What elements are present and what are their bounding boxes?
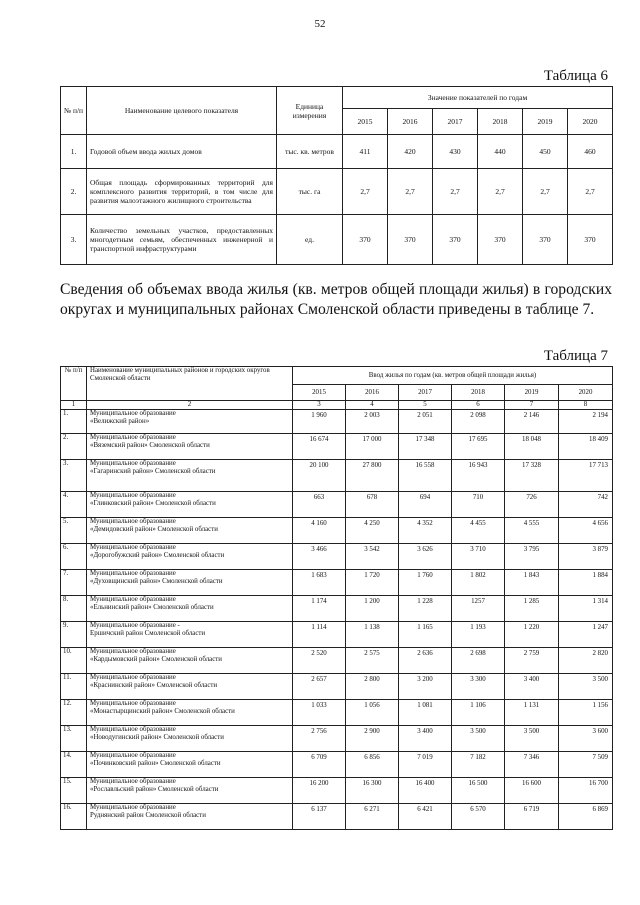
t7-year: 2015 bbox=[293, 385, 346, 401]
t6-cell: 440 bbox=[478, 135, 523, 169]
table-row bbox=[61, 674, 613, 700]
t7-cell: 1257 bbox=[452, 596, 505, 622]
t7-cell: 1 285 bbox=[505, 596, 559, 622]
t7-cell: 3 400 bbox=[399, 726, 452, 752]
t7-cell: 16 600 bbox=[505, 778, 559, 804]
t7-cell: 1 802 bbox=[452, 570, 505, 596]
t7-cell: 4 250 bbox=[346, 518, 399, 544]
t6-year: 2015 bbox=[343, 109, 388, 135]
t7-cell: 16 500 bbox=[452, 778, 505, 804]
t7-row-name bbox=[87, 674, 293, 700]
t7-cell: 1 114 bbox=[293, 622, 346, 648]
t6-cell: 2,7 bbox=[388, 169, 433, 215]
t7-cell: 1 843 bbox=[505, 570, 559, 596]
t6-header-unit: Единица измерения bbox=[277, 87, 343, 135]
t7-row-name-line2: «Кардымовский район» Смоленской области bbox=[90, 656, 222, 663]
table-6 bbox=[60, 86, 613, 265]
t7-year: 2016 bbox=[346, 385, 399, 401]
t7-cell: 1 174 bbox=[293, 596, 346, 622]
t7-cell: 6 869 bbox=[559, 804, 613, 830]
t7-row-name bbox=[87, 648, 293, 674]
table-row bbox=[61, 410, 613, 434]
table-row bbox=[61, 778, 613, 804]
t7-row-name bbox=[87, 410, 293, 434]
t7-cell: 6 271 bbox=[346, 804, 399, 830]
t7-header-group: Ввод жилья по годам (кв. метров общей площади жилья) bbox=[293, 367, 613, 385]
table-row bbox=[61, 434, 613, 460]
t7-cell: 3 879 bbox=[559, 544, 613, 570]
t7-row-num: 13. bbox=[61, 726, 87, 752]
t7-cell: 3 300 bbox=[452, 674, 505, 700]
t7-row-name bbox=[87, 622, 293, 648]
t7-row-name bbox=[87, 804, 293, 830]
t7-year: 2017 bbox=[399, 385, 452, 401]
t7-cell: 2 657 bbox=[293, 674, 346, 700]
t7-cell: 2 698 bbox=[452, 648, 505, 674]
t7-cell: 6 570 bbox=[452, 804, 505, 830]
t7-cell: 2 003 bbox=[346, 410, 399, 434]
t6-row-name: Количество земельных участков, предоставленных многодетным семьям, обеспеченных инженерной и транспортной инфраструктурами bbox=[87, 215, 277, 265]
t7-cell: 17 713 bbox=[559, 460, 613, 492]
t7-row-num: 8. bbox=[61, 596, 87, 622]
t7-cell: 7 182 bbox=[452, 752, 505, 778]
t7-row-name-line1: Муниципальное образование bbox=[90, 752, 176, 759]
t7-cell: 16 300 bbox=[346, 778, 399, 804]
t7-row-num: 2. bbox=[61, 434, 87, 460]
t6-cell: 2,7 bbox=[343, 169, 388, 215]
t7-cell: 1 884 bbox=[559, 570, 613, 596]
table-row bbox=[61, 700, 613, 726]
t6-cell: 2,7 bbox=[478, 169, 523, 215]
t7-row-name bbox=[87, 752, 293, 778]
t6-year: 2020 bbox=[568, 109, 613, 135]
t7-cell: 20 100 bbox=[293, 460, 346, 492]
t7-row-name-line2: «Вяземский район» Смоленской области bbox=[90, 442, 210, 449]
t7-row-name-line2: «Глинковский район» Смоленской области bbox=[90, 500, 216, 507]
t7-row-num: 10. bbox=[61, 648, 87, 674]
t7-cell: 3 795 bbox=[505, 544, 559, 570]
t7-cell: 1 165 bbox=[399, 622, 452, 648]
t7-row-num: 12. bbox=[61, 700, 87, 726]
t6-cell: 450 bbox=[523, 135, 568, 169]
t7-cell: 3 500 bbox=[559, 674, 613, 700]
t7-row-name-line2: «Новодугинский район» Смоленской области bbox=[90, 734, 224, 741]
t7-cell: 2 820 bbox=[559, 648, 613, 674]
t6-row-unit: ед. bbox=[277, 215, 343, 265]
t7-cell: 7 509 bbox=[559, 752, 613, 778]
t7-row-name-line2: «Демидовский район» Смоленской области bbox=[90, 526, 218, 533]
t7-cell: 3 200 bbox=[399, 674, 452, 700]
t7-row-name-line2: «Гагаринский район» Смоленской области bbox=[90, 468, 216, 475]
t6-cell: 370 bbox=[388, 215, 433, 265]
t7-row-name bbox=[87, 460, 293, 492]
t7-cell: 726 bbox=[505, 492, 559, 518]
t6-cell: 370 bbox=[343, 215, 388, 265]
t7-cell: 18 409 bbox=[559, 434, 613, 460]
t7-cell: 7 346 bbox=[505, 752, 559, 778]
t7-row-num: 5. bbox=[61, 518, 87, 544]
t6-row-name: Общая площадь сформированных территорий для комплексного развития территорий, в том числе для развития малоэтажного жилищного строительства bbox=[87, 169, 277, 215]
t7-cell: 1 760 bbox=[399, 570, 452, 596]
t6-year: 2016 bbox=[388, 109, 433, 135]
t7-cell: 1 156 bbox=[559, 700, 613, 726]
t7-row-name-line1: Муниципальное образование bbox=[90, 648, 176, 655]
t7-cell: 6 137 bbox=[293, 804, 346, 830]
t7-cell: 6 856 bbox=[346, 752, 399, 778]
table-row bbox=[61, 544, 613, 570]
t7-cell: 16 558 bbox=[399, 460, 452, 492]
paragraph: Сведения об объемах ввода жилья (кв. метров общей площади жилья) в городских округах и муниципальных районах Смоленской области приведены в таблице 7. bbox=[60, 281, 612, 318]
page-number: 52 bbox=[314, 18, 326, 30]
t7-row-num: 4. bbox=[61, 492, 87, 518]
t7-row-name-line1: Муниципальное образование bbox=[90, 544, 176, 551]
t7-row-name-line1: Муниципальное образование bbox=[90, 518, 176, 525]
table-row bbox=[61, 460, 613, 492]
t6-cell: 370 bbox=[568, 215, 613, 265]
t7-cell: 1 138 bbox=[346, 622, 399, 648]
t6-cell: 2,7 bbox=[568, 169, 613, 215]
t7-row-name-line1: Муниципальное образование bbox=[90, 674, 176, 681]
t7-row-name-line1: Муниципальное образование bbox=[90, 492, 176, 499]
table-row bbox=[61, 726, 613, 752]
t7-cell: 1 220 bbox=[505, 622, 559, 648]
t7-row-name bbox=[87, 544, 293, 570]
t7-row-num: 7. bbox=[61, 570, 87, 596]
t6-cell: 411 bbox=[343, 135, 388, 169]
t7-cell: 2 756 bbox=[293, 726, 346, 752]
t7-row-name bbox=[87, 778, 293, 804]
t7-header-num: № п/п bbox=[61, 367, 87, 401]
t7-cell: 1 960 bbox=[293, 410, 346, 434]
t7-cell: 663 bbox=[293, 492, 346, 518]
t6-row-unit: тыс. кв. метров bbox=[277, 135, 343, 169]
t7-col-number: 6 bbox=[452, 401, 505, 410]
t7-cell: 4 352 bbox=[399, 518, 452, 544]
t6-row-num: 2. bbox=[61, 169, 87, 215]
t7-cell: 3 600 bbox=[559, 726, 613, 752]
t7-cell: 3 500 bbox=[505, 726, 559, 752]
t7-row-name bbox=[87, 726, 293, 752]
t7-cell: 1 314 bbox=[559, 596, 613, 622]
t7-cell: 4 656 bbox=[559, 518, 613, 544]
t7-cell: 16 674 bbox=[293, 434, 346, 460]
table-row bbox=[61, 518, 613, 544]
t7-cell: 6 421 bbox=[399, 804, 452, 830]
t7-row-name-line1: Муниципальное образование bbox=[90, 726, 176, 733]
t7-cell: 3 542 bbox=[346, 544, 399, 570]
table-row bbox=[61, 492, 613, 518]
t7-row-name-line1: Муниципальное образование bbox=[90, 804, 176, 811]
t7-row-name-line2: «Краснинский район» Смоленской области bbox=[90, 682, 218, 689]
table-row bbox=[61, 622, 613, 648]
t7-cell: 6 719 bbox=[505, 804, 559, 830]
table-row bbox=[61, 169, 613, 215]
t7-row-name-line1: Муниципальное образование bbox=[90, 778, 176, 785]
t7-cell: 2 759 bbox=[505, 648, 559, 674]
t7-cell: 694 bbox=[399, 492, 452, 518]
t7-cell: 7 019 bbox=[399, 752, 452, 778]
t6-row-num: 1. bbox=[61, 135, 87, 169]
t7-row-num: 9. bbox=[61, 622, 87, 648]
t7-year: 2018 bbox=[452, 385, 505, 401]
t7-row-name-line2: Ершичский район Смоленской области bbox=[90, 630, 206, 637]
t7-row-name bbox=[87, 700, 293, 726]
t6-row-num: 3. bbox=[61, 215, 87, 265]
t7-cell: 1 056 bbox=[346, 700, 399, 726]
t7-cell: 2 051 bbox=[399, 410, 452, 434]
t7-row-name-line1: Муниципальное образование bbox=[90, 700, 176, 707]
t6-cell: 370 bbox=[433, 215, 478, 265]
t6-header-name: Наименование целевого показателя bbox=[87, 87, 277, 135]
table-row bbox=[61, 804, 613, 830]
t7-cell: 2 800 bbox=[346, 674, 399, 700]
t6-cell: 2,7 bbox=[433, 169, 478, 215]
t7-cell: 16 200 bbox=[293, 778, 346, 804]
t7-row-name-line1: Муниципальное образование bbox=[90, 434, 176, 441]
t7-cell: 1 033 bbox=[293, 700, 346, 726]
t7-row-num: 16. bbox=[61, 804, 87, 830]
t7-cell: 18 048 bbox=[505, 434, 559, 460]
t7-col-number: 5 bbox=[399, 401, 452, 410]
t7-cell: 1 200 bbox=[346, 596, 399, 622]
t7-row-name-line2: «Починковский район» Смоленской области bbox=[90, 760, 221, 767]
t7-cell: 17 000 bbox=[346, 434, 399, 460]
t6-year: 2019 bbox=[523, 109, 568, 135]
table7-caption: Таблица 7 bbox=[543, 348, 608, 364]
t7-year: 2020 bbox=[559, 385, 613, 401]
t7-cell: 4 555 bbox=[505, 518, 559, 544]
t6-cell: 370 bbox=[478, 215, 523, 265]
t6-cell: 460 bbox=[568, 135, 613, 169]
t7-cell: 17 695 bbox=[452, 434, 505, 460]
table-row bbox=[61, 596, 613, 622]
t7-cell: 2 146 bbox=[505, 410, 559, 434]
t7-cell: 1 683 bbox=[293, 570, 346, 596]
t7-cell: 1 228 bbox=[399, 596, 452, 622]
t7-year: 2019 bbox=[505, 385, 559, 401]
t7-col-number: 4 bbox=[346, 401, 399, 410]
t7-row-name-line1: Муниципальное образование bbox=[90, 410, 176, 417]
t7-col-number: 2 bbox=[87, 401, 293, 410]
t7-row-name-line2: «Велижский район» bbox=[90, 418, 150, 425]
table-row bbox=[61, 752, 613, 778]
t7-cell: 2 520 bbox=[293, 648, 346, 674]
t7-cell: 1 247 bbox=[559, 622, 613, 648]
t7-cell: 4 160 bbox=[293, 518, 346, 544]
t7-row-num: 15. bbox=[61, 778, 87, 804]
t7-cell: 742 bbox=[559, 492, 613, 518]
t6-row-name: Годовой объем ввода жилых домов bbox=[87, 135, 277, 169]
t7-col-number: 1 bbox=[61, 401, 87, 410]
t7-cell: 1 081 bbox=[399, 700, 452, 726]
t7-row-name-line2: Руднянский район Смоленской области bbox=[90, 812, 206, 819]
t7-row-name bbox=[87, 570, 293, 596]
t7-row-name-line1: Муниципальное образование bbox=[90, 570, 176, 577]
table-row bbox=[61, 135, 613, 169]
t7-cell: 3 500 bbox=[452, 726, 505, 752]
t7-cell: 1 106 bbox=[452, 700, 505, 726]
t7-row-name bbox=[87, 518, 293, 544]
t7-cell: 17 348 bbox=[399, 434, 452, 460]
table-7 bbox=[60, 366, 613, 830]
t7-row-name-line1: Муниципальное образование - bbox=[90, 622, 180, 629]
t7-row-name-line2: «Духовщинский район» Смоленской области bbox=[90, 578, 223, 585]
t7-cell: 4 455 bbox=[452, 518, 505, 544]
table6-caption: Таблица 6 bbox=[543, 68, 608, 84]
t6-cell: 420 bbox=[388, 135, 433, 169]
t7-cell: 678 bbox=[346, 492, 399, 518]
table-row bbox=[61, 215, 613, 265]
t6-header-group: Значение показателей по годам bbox=[343, 87, 613, 109]
t7-cell: 3 466 bbox=[293, 544, 346, 570]
t6-year: 2017 bbox=[433, 109, 478, 135]
t7-row-num: 1. bbox=[61, 410, 87, 434]
t7-row-num: 14. bbox=[61, 752, 87, 778]
t7-cell: 2 098 bbox=[452, 410, 505, 434]
t7-cell: 1 720 bbox=[346, 570, 399, 596]
t6-cell: 2,7 bbox=[523, 169, 568, 215]
t7-cell: 27 800 bbox=[346, 460, 399, 492]
t7-col-number: 3 bbox=[293, 401, 346, 410]
t6-row-unit: тыс. га bbox=[277, 169, 343, 215]
t7-row-name-line2: «Рославльский район» Смоленской области bbox=[90, 786, 219, 793]
t7-row-num: 3. bbox=[61, 460, 87, 492]
t7-row-name bbox=[87, 492, 293, 518]
t7-row-name bbox=[87, 434, 293, 460]
t7-row-name-line2: «Ельнинский район» Смоленской области bbox=[90, 604, 214, 611]
t7-row-name-line2: «Монастырщинский район» Смоленской области bbox=[90, 708, 235, 715]
t7-row-name-line2: «Дорогобужский район» Смоленской области bbox=[90, 552, 225, 559]
t7-cell: 710 bbox=[452, 492, 505, 518]
t7-cell: 2 575 bbox=[346, 648, 399, 674]
t7-col-number: 7 bbox=[505, 401, 559, 410]
t7-cell: 1 193 bbox=[452, 622, 505, 648]
t6-cell: 430 bbox=[433, 135, 478, 169]
t7-row-name bbox=[87, 596, 293, 622]
t7-cell: 17 328 bbox=[505, 460, 559, 492]
t7-row-num: 11. bbox=[61, 674, 87, 700]
t7-cell: 2 900 bbox=[346, 726, 399, 752]
t6-year: 2018 bbox=[478, 109, 523, 135]
t7-cell: 16 943 bbox=[452, 460, 505, 492]
t7-row-num: 6. bbox=[61, 544, 87, 570]
t7-header-name: Наименование муниципальных районов и городских округов Смоленской области bbox=[87, 367, 293, 401]
t7-cell: 1 131 bbox=[505, 700, 559, 726]
t7-cell: 16 400 bbox=[399, 778, 452, 804]
t7-cell: 3 710 bbox=[452, 544, 505, 570]
t6-header-num: № п/п bbox=[61, 87, 87, 135]
t7-row-name-line1: Муниципальное образование bbox=[90, 596, 176, 603]
t7-cell: 16 700 bbox=[559, 778, 613, 804]
t6-cell: 370 bbox=[523, 215, 568, 265]
table-row bbox=[61, 570, 613, 596]
t7-cell: 3 626 bbox=[399, 544, 452, 570]
t7-cell: 6 709 bbox=[293, 752, 346, 778]
table-row bbox=[61, 648, 613, 674]
t7-cell: 2 636 bbox=[399, 648, 452, 674]
t7-col-number: 8 bbox=[559, 401, 613, 410]
t7-cell: 3 400 bbox=[505, 674, 559, 700]
t7-cell: 2 194 bbox=[559, 410, 613, 434]
t7-row-name-line1: Муниципальное образование bbox=[90, 460, 176, 467]
